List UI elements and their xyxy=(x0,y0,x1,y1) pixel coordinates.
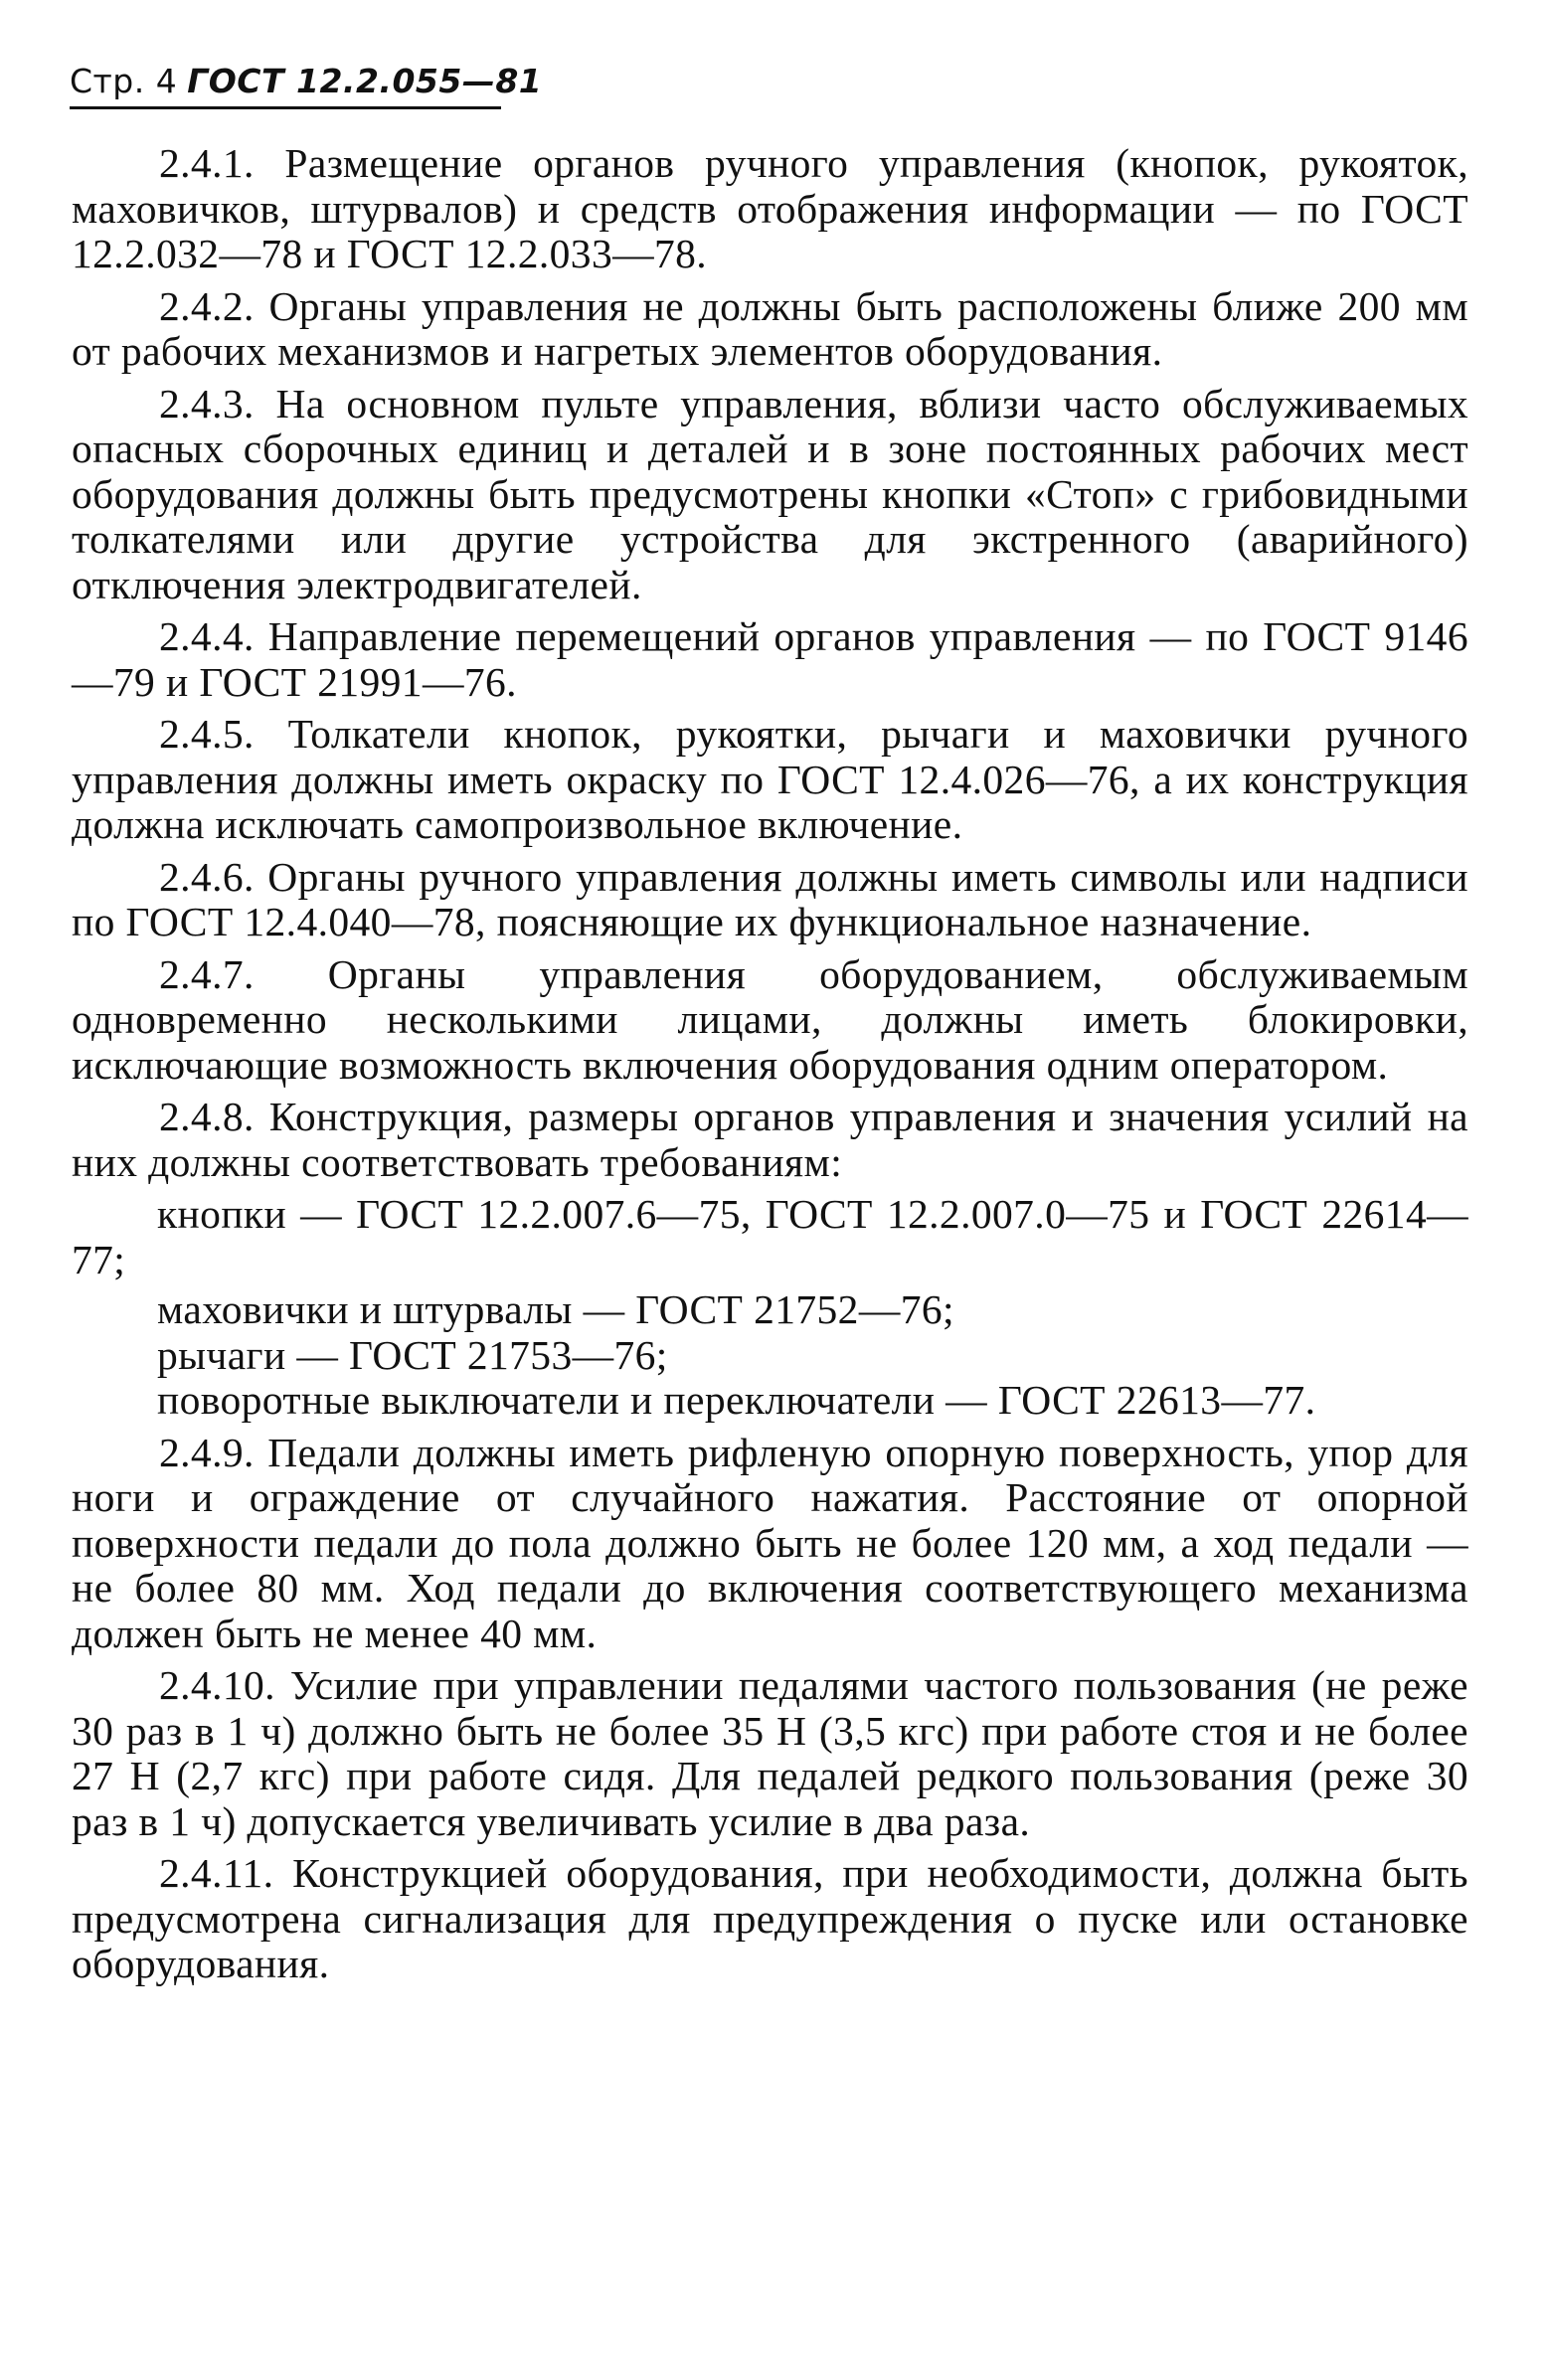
requirement-switches: поворотные выключатели и переключатели — ГОСТ 22613—77. xyxy=(157,1377,1316,1423)
clause-2-4-7: 2.4.7. Органы управления оборудованием, обслуживаемым одновременно несколькими лицами, должны иметь блокировки, исключающие возможность включения оборудования одним оператором. xyxy=(72,950,1468,1088)
document-body xyxy=(72,141,1468,1994)
page-number: Стр. 4 xyxy=(70,62,178,100)
clause-2-4-2: 2.4.2. Органы управления не должны быть расположены ближе 200 мм от рабочих механизмов и нагретых элементов оборудования. xyxy=(72,282,1468,374)
clause-2-4-6: 2.4.6. Органы ручного управления должны иметь символы или надписи по ГОСТ 12.4.040—78, поясняющие их функциональное назначение. xyxy=(72,853,1468,944)
document-code: ГОСТ 12.2.055—81 xyxy=(187,62,543,100)
page-header xyxy=(70,62,542,100)
clause-2-4-4: 2.4.4. Направление перемещений органов управления — по ГОСТ 9146—79 и ГОСТ 21991—76. xyxy=(72,613,1468,705)
requirement-buttons: кнопки — ГОСТ 12.2.007.6—75, ГОСТ 12.2.007.0—75 и ГОСТ 22614—77; xyxy=(72,1191,1468,1282)
clause-2-4-9: 2.4.9. Педали должны иметь рифленую опорную поверхность, упор для ноги и ограждение от случайного нажатия. Расстояние от опорной поверхности педали до пола должно быть не более 120 мм, а ход педали — не более 80 мм. Ход педали до включения соответствующего механизма должен быть не менее 40 мм. xyxy=(72,1429,1468,1656)
clause-2-4-10: 2.4.10. Усилие при управлении педалями частого пользования (не реже 30 раз в 1 ч) должно быть не более 35 Н (3,5 кгс) при работе стоя и не более 27 Н (2,7 кгс) при работе сидя. Для педалей редкого пользования (реже 30 раз в 1 ч) допускается увеличивать усилие в два раза. xyxy=(72,1662,1468,1844)
clause-2-4-8: 2.4.8. Конструкция, размеры органов управления и значения усилий на них должны соответствовать требованиям: xyxy=(72,1094,1468,1185)
requirement-handwheels: маховички и штурвалы — ГОСТ 21752—76; xyxy=(157,1286,954,1332)
clause-2-4-1: 2.4.1. Размещение органов ручного управления (кнопок, рукояток, маховичков, штурвалов) и средств отображения информации — по ГОСТ 12.2.032—78 и ГОСТ 12.2.033—78. xyxy=(72,140,1468,276)
header-rule xyxy=(70,106,501,109)
requirement-levers: рычаги — ГОСТ 21753—76; xyxy=(157,1331,668,1378)
clause-2-4-5: 2.4.5. Толкатели кнопок, рукоятки, рычаги и маховички ручного управления должны иметь окраску по ГОСТ 12.4.026—76, а их конструкция должна исключать самопроизвольное включение. xyxy=(72,711,1468,847)
clause-2-4-11: 2.4.11. Конструкцией оборудования, при необходимости, должна быть предусмотрена сигнализация для предупреждения о пуске или остановке оборудования. xyxy=(72,1850,1468,1986)
clause-2-4-3: 2.4.3. На основном пульте управления, вблизи часто обслуживаемых опасных сборочных единиц и деталей и в зоне постоянных рабочих мест оборудования должны быть предусмотрены кнопки «Стоп» с грибовидными толкателями или другие устройства для экстренного (аварийного) отключения электродвигателей. xyxy=(72,380,1468,607)
